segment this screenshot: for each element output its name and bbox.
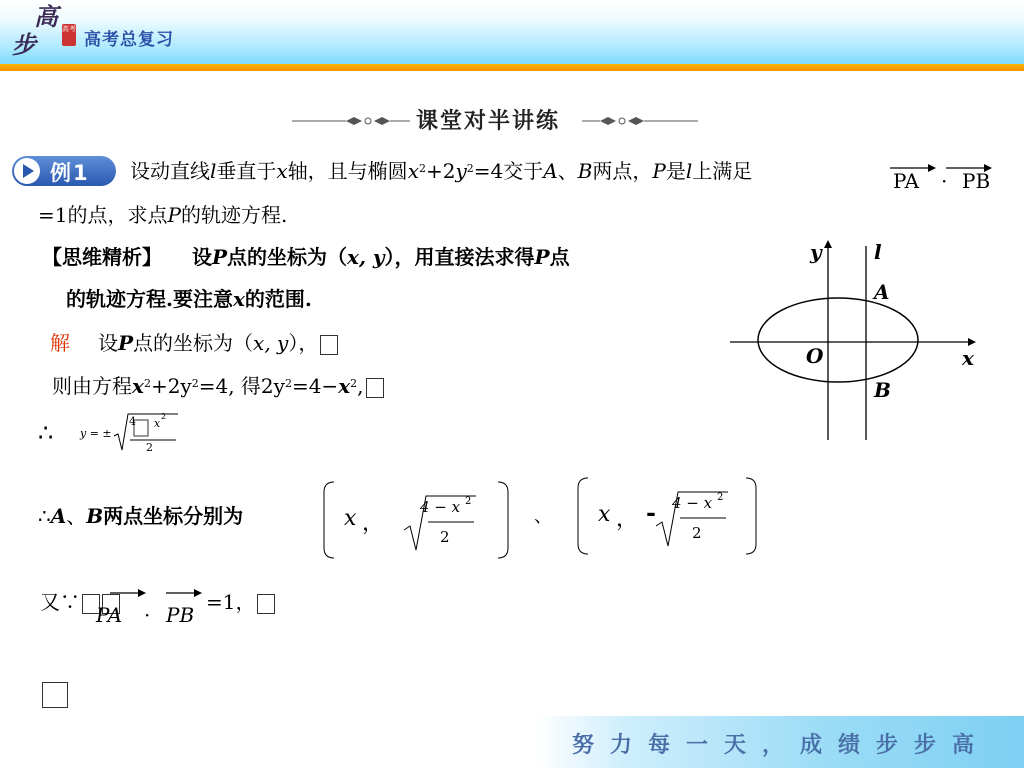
formula-numerator-x: x — [154, 417, 161, 430]
point-b-x: x — [598, 502, 611, 527]
diagram-label-A: A — [874, 280, 890, 304]
ellipse — [758, 298, 918, 382]
placeholder-box — [366, 378, 384, 398]
vector-pb-bottom: PB — [166, 603, 195, 627]
diagram-label-B: B — [874, 378, 891, 402]
analysis-line-2: 的轨迹方程.要注意x的范围. — [66, 287, 312, 311]
point-b-minus: - — [646, 498, 656, 527]
formula-numerator-4: 4 — [129, 415, 136, 428]
formula-y-pm: y = ± — [80, 427, 112, 440]
point-b-numerator: 4 − x — [672, 494, 713, 512]
play-icon — [14, 158, 40, 184]
dot-operator-bottom: · — [144, 603, 151, 627]
placeholder-box-large — [42, 682, 68, 708]
solution-line-5: 又∵ — [40, 589, 120, 615]
point-a-numerator: 4 − x — [420, 498, 461, 516]
dot-operator-top: · — [941, 169, 948, 193]
seal-stamp: 高考 — [62, 24, 76, 46]
problem-line-1: 设动直线l垂直于x轴，且与椭圆$x^2+2y^2=4$交于A、B两点，P是l上满足 — [130, 159, 753, 183]
logo-char-bu: 步 — [12, 30, 36, 59]
vector-pa-bottom: PA — [96, 603, 123, 627]
equals-one: =1， — [206, 589, 275, 615]
point-a-denominator: 2 — [440, 528, 450, 546]
therefore-symbol: ∴ — [38, 419, 54, 447]
ellipse-diagram — [724, 236, 984, 446]
logo-char-gao: 高 — [34, 2, 58, 31]
points-separator: 、 — [534, 506, 552, 527]
formula-denominator: 2 — [146, 441, 153, 454]
diagram-label-x: x — [962, 346, 974, 370]
vector-pa-top: PA — [893, 169, 920, 193]
point-b-numerator-exp: 2 — [717, 492, 724, 503]
vector-pb-top: PB — [962, 169, 991, 193]
example-badge-label: 例1 — [50, 161, 90, 185]
analysis-line-1: 【思维精析】 设P点的坐标为（x, y），用直接法求得P点 — [42, 245, 570, 269]
point-a-comma: ， — [362, 511, 385, 536]
point-a-x: x — [344, 506, 357, 531]
formula-numerator-exp: 2 — [161, 412, 167, 421]
point-b-denominator: 2 — [692, 524, 702, 542]
footer-slogan: 努力每一天，成绩步步高 — [572, 733, 991, 758]
vector-arrows-bottom — [108, 586, 208, 600]
point-b-comma: ， — [616, 507, 639, 532]
placeholder-box — [257, 594, 275, 614]
solution-line-2: 则由方程$x^2+2y^2=4$, 得$2y^2=4-x^2$, — [52, 373, 384, 399]
diagram-label-y: y — [810, 240, 822, 264]
header-title: 高考总复习 — [84, 30, 174, 50]
section-title: 课堂对半讲练 — [416, 109, 561, 134]
diagram-label-l: l — [874, 240, 882, 264]
solution-line-1: 解 设P点的坐标为（x, y）， — [50, 330, 338, 356]
problem-line-2: =1的点，求点P的轨迹方程. — [38, 203, 288, 227]
point-a-numerator-exp: 2 — [465, 496, 472, 507]
solution-line-4: ∴A、B两点坐标分别为 — [38, 504, 244, 528]
diagram-label-O: O — [806, 344, 824, 368]
header-rule — [0, 64, 1024, 71]
placeholder-box — [320, 335, 338, 355]
